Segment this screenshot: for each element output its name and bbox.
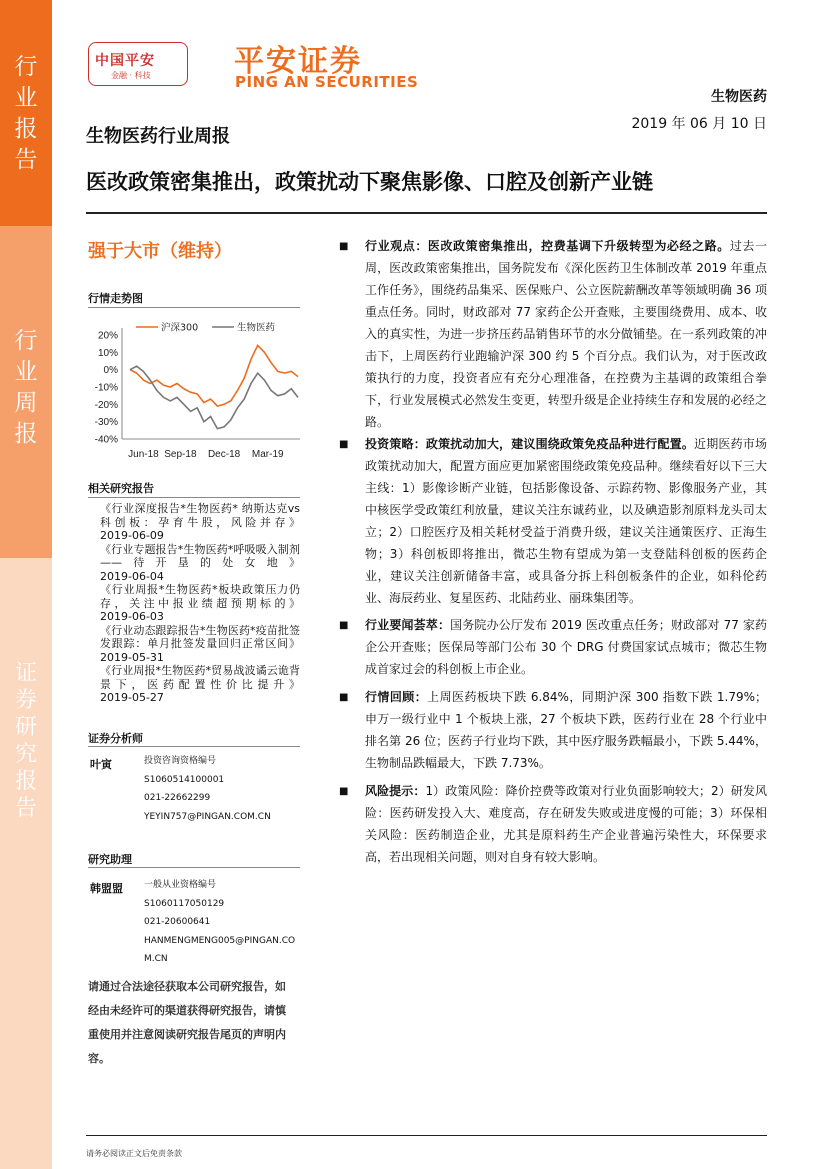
y-tick-label: -30% bbox=[94, 417, 118, 429]
access-notice: 请通过合法途径获取本公司研究报告，如经由未经许可的渠道获得研究报告，请慎重使用并注意阅读研究报告尾页的声明内容。 bbox=[88, 980, 286, 1065]
section-risk-heading: 风险提示： bbox=[365, 784, 426, 798]
bullet-icon: ■ bbox=[339, 439, 349, 450]
related-report-title[interactable]: 《行业专题报告*生物医药*呼吸吸入制剂——待开垦的处女地》 bbox=[100, 542, 300, 569]
related-divider bbox=[88, 497, 300, 498]
x-tick-label: Mar-19 bbox=[251, 449, 284, 460]
section-market-text: 上周医药板块下跌 6.84%，同期沪深 300 指数下跌 1.79%；申万一级行业中 1 个板块上涨，27 个板块下跌，医药行业在 28 个行业中排名第 26 位；医药子行业均下跌，其中医疗服务跌幅最小，下跌 5.44%，生物制品跌幅最大，下跌 7.73%。 bbox=[365, 690, 767, 770]
y-tick-label: -20% bbox=[94, 399, 118, 411]
band-bottom bbox=[0, 558, 52, 1169]
headline: 医改政策密集推出，政策扰动下聚焦影像、口腔及创新产业链 bbox=[86, 170, 653, 194]
footer-divider bbox=[86, 1135, 767, 1136]
assistant-email-cont[interactable]: M.CN bbox=[144, 954, 168, 964]
logo-text: 中国平安 bbox=[95, 53, 155, 69]
y-tick-label: 20% bbox=[97, 330, 118, 342]
analyst-divider bbox=[88, 746, 300, 747]
section-risk-text: 1）政策风险：降价控费等政策对行业负面影响较大；2）研发风险：医药研发投入大、难度高，存在研发失败或进度慢的可能；3）环保相关风险：医药制造企业，尤其是原料药生产企业普遍污染性大，环保要求高，若出现相关问题，则对自身有较大影响。 bbox=[365, 784, 767, 864]
bullet-icon: ■ bbox=[339, 692, 349, 703]
band-label-research: 证 券 研 究 报 告 bbox=[14, 661, 37, 821]
header-divider bbox=[86, 212, 767, 214]
section-strategy-text: 近期医药市场政策扰动加大，配置方面应更加紧密围绕政策免疫品种。继续看好以下三大主线：1）影像诊断产业链，包括影像设备、示踪药物、影像服务产业，其中核医学受政策红利放量，建议关注东诚药业，以及碘造影剂原料龙头司太立；2）口腔医疗及相关耗材受益于消费升级，建议关注通策医疗、正海生物；3）科创板即将推出，微芯生物有望成为第一支登陆科创板的医药企业，建议关注创新储备丰富，或具备分拆上科创板条件的企业，如科伦药业、海辰药业、复星医药、北陆药业、丽珠集团等。 bbox=[365, 437, 767, 605]
analyst-title: 证券分析师 bbox=[88, 732, 143, 745]
related-report-title[interactable]: 《行业深度报告*生物医药* 纳斯达克vs科创板：孕育牛股，风险并存》 bbox=[100, 502, 300, 529]
assistant-title: 研究助理 bbox=[88, 853, 132, 866]
section-view bbox=[365, 235, 767, 433]
related-report-date: 2019-05-31 bbox=[100, 650, 164, 664]
related-report-date: 2019-06-03 bbox=[100, 610, 164, 623]
assistant-divider bbox=[88, 867, 300, 868]
section-view-heading: 行业观点：医改政策密集推出，控费基调下升级转型为必经之路。 bbox=[365, 239, 730, 253]
band-label-weekly: 行 业 周 报 bbox=[14, 328, 38, 447]
analyst-email[interactable]: YEYIN757@PINGAN.COM.CN bbox=[144, 811, 271, 822]
report-type: 生物医药行业周报 bbox=[86, 126, 230, 147]
x-tick-label: Jun-18 bbox=[128, 449, 159, 460]
section-news bbox=[365, 614, 767, 680]
related-report-title[interactable]: 《行业动态跟踪报告*生物医药*疫苗批签发跟踪：单月批签发量回归正常区间》 bbox=[100, 623, 300, 650]
footer-disclaimer[interactable]: 请务必阅读正文后免责条款 bbox=[86, 1149, 182, 1158]
y-tick-label: 10% bbox=[97, 347, 118, 359]
logo-subtext: 金融 · 科技 bbox=[111, 71, 151, 80]
brand-name-en: PING AN SECURITIES bbox=[235, 73, 419, 91]
assistant-cert-label: 一般从业资格编号 bbox=[144, 880, 217, 890]
related-report-date: 2019-05-27 bbox=[100, 691, 164, 704]
section-strategy-heading: 投资策略：政策扰动加大，建议围绕政策免疫品种进行配置。 bbox=[365, 437, 695, 451]
assistant-name: 韩盟盟 bbox=[90, 882, 123, 895]
series-line-hs300 bbox=[130, 345, 298, 406]
assistant-cert-no: S1060117050129 bbox=[144, 898, 225, 909]
section-risk bbox=[365, 780, 767, 868]
series-line-biomed bbox=[130, 366, 298, 428]
legend-label: 沪深300 bbox=[161, 322, 199, 334]
bullet-icon: ■ bbox=[339, 786, 349, 797]
pingan-group-logo bbox=[88, 42, 188, 86]
analyst-phone: 021-22662299 bbox=[144, 793, 211, 803]
y-tick-label: 0% bbox=[103, 365, 118, 377]
bullet-icon: ■ bbox=[339, 620, 349, 631]
rating: 强于大市（维持） bbox=[88, 241, 232, 262]
bullet-icon: ■ bbox=[339, 241, 349, 252]
analyst-info bbox=[144, 752, 304, 826]
y-tick-label: -10% bbox=[94, 382, 118, 394]
analyst-cert-no: S1060514100001 bbox=[144, 774, 225, 785]
section-news-heading: 行业要闻荟萃： bbox=[365, 618, 451, 632]
analyst-cert-label: 投资咨询资格编号 bbox=[144, 756, 217, 766]
section-strategy bbox=[365, 433, 767, 609]
related-report-date: 2019-06-04 bbox=[100, 569, 164, 583]
y-tick-label: -40% bbox=[94, 434, 118, 446]
band-label-report: 行 业 报 告 bbox=[14, 54, 38, 173]
related-report-date: 2019-06-09 bbox=[100, 529, 164, 542]
related-report-title[interactable]: 《行业周报*生物医药*贸易战波谲云诡背景下，医药配置性价比提升》 bbox=[100, 664, 300, 691]
brand-name-cn: 平安证券 bbox=[234, 44, 362, 79]
assistant-phone: 021-20600641 bbox=[144, 917, 211, 927]
trend-divider bbox=[88, 307, 300, 308]
x-tick-label: Sep-18 bbox=[164, 449, 197, 460]
trend-title: 行情走势图 bbox=[88, 292, 143, 305]
related-title: 相关研究报告 bbox=[88, 482, 154, 495]
trend-chart bbox=[86, 318, 302, 464]
industry-label: 生物医药 bbox=[711, 89, 767, 105]
section-news-text: 国务院办公厅发布 2019 医改重点任务；财政部对 77 家药企公开查账；医保局等部门公布 30 个 DRG 付费国家试点城市；微芯生物成首家过会的科创板上市企业。 bbox=[365, 618, 767, 676]
x-tick-label: Dec-18 bbox=[207, 449, 241, 460]
assistant-info bbox=[144, 876, 304, 969]
related-reports bbox=[100, 502, 300, 705]
related-report-title[interactable]: 《行业周报*生物医药*板块政策压力仍存，关注中报业绩超预期标的》 bbox=[100, 583, 300, 610]
section-view-text: 过去一周，医改政策密集推出，国务院发布《深化医药卫生体制改革 2019 年重点工作任务》，围绕药品集采、医保账户、公立医院薪酬改革等领域明确 36 项重点任务。同时，财政部对 77 家药企公开查账，主要围绕费用、成本、收入的真实性，为进一步挤压药品销售环节的水分做铺垫。在一系列政策的冲击下，上周医药行业跑输沪深 300 约 5 个百分点。我们认为，对于医改政策执行的力度，投资者应有充分心理准备，在控费为主基调的政策组合拳下，行业发展模式必然发生变更，转型升级是企业持续生存和发展的必经之路。 bbox=[365, 239, 767, 429]
assistant-email[interactable]: HANMENGMENG005@PINGAN.CO bbox=[144, 935, 296, 946]
report-date: 2019 年 06 月 10 日 bbox=[631, 116, 767, 132]
section-market bbox=[365, 686, 767, 774]
section-market-heading: 行情回顾： bbox=[365, 690, 428, 704]
legend-label: 生物医药 bbox=[237, 322, 276, 334]
analyst-name: 叶寅 bbox=[90, 758, 112, 771]
